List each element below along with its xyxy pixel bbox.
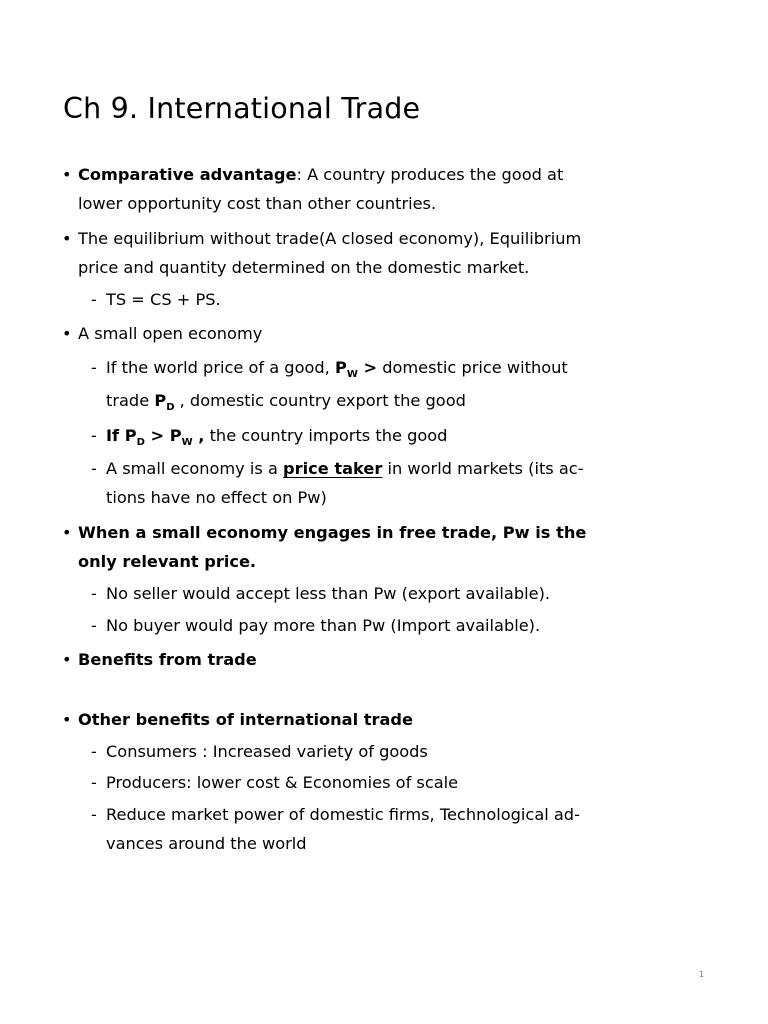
page-title: Ch 9. International Trade: [63, 92, 421, 125]
producers-line: Producers: lower cost & Economies of scale: [106, 773, 459, 792]
bullet-marker: •: [62, 229, 72, 248]
domestic-subscript: D: [166, 402, 175, 413]
closed-economy-line-2: price and quantity determined on the domestic market.: [78, 258, 530, 277]
dash-marker: -: [91, 584, 97, 603]
world-subscript: W: [346, 369, 358, 380]
bullet-marker: •: [62, 165, 72, 184]
world-subscript: W: [181, 437, 193, 448]
dash-marker: -: [91, 358, 97, 377]
free-trade-line-2: only relevant price.: [78, 552, 257, 571]
bullet-marker: •: [62, 650, 72, 669]
dash-marker: -: [91, 459, 97, 478]
consumers-line: Consumers : Increased variety of goods: [106, 742, 428, 761]
price-taker-line-2: tions have no effect on Pw): [106, 488, 327, 507]
price-symbol: P: [124, 426, 137, 445]
dash-marker: -: [91, 773, 97, 792]
if-text: If: [106, 426, 125, 445]
bullet-marker: •: [62, 523, 72, 542]
free-trade-line-1: When a small economy engages in free trade, Pw is the: [78, 523, 587, 542]
market-power-line-2: vances around the world: [106, 834, 307, 853]
bullet-marker: •: [62, 324, 72, 343]
price-symbol: P: [154, 391, 167, 410]
seller-line: No seller would accept less than Pw (export available).: [106, 584, 551, 603]
buyer-line: No buyer would pay more than Pw (Import available).: [106, 616, 541, 635]
dash-marker: -: [91, 426, 97, 445]
dash-marker: -: [91, 290, 97, 309]
trade-text: trade: [106, 391, 155, 410]
bullet-marker: •: [62, 710, 72, 729]
small-open-economy-heading: A small open economy: [78, 324, 263, 343]
benefits-heading: Benefits from trade: [78, 650, 257, 669]
comma: ,: [192, 426, 205, 445]
dash-marker: -: [91, 742, 97, 761]
price-taker-text: in world markets (its ac-: [382, 459, 584, 478]
world-price-text-end: domestic price without: [377, 358, 568, 377]
comparative-advantage-definition: : A country produces the good at: [296, 165, 564, 184]
greater-than-symbol: >: [357, 358, 378, 377]
comparative-advantage-term: Comparative advantage: [78, 165, 297, 184]
total-surplus-formula: TS = CS + PS.: [106, 290, 221, 309]
dash-marker: -: [91, 805, 97, 824]
price-symbol: P: [169, 426, 182, 445]
closed-economy-line-1: The equilibrium without trade(A closed economy), Equilibrium: [78, 229, 582, 248]
import-condition-line: [106, 425, 447, 454]
page-number: 1: [699, 970, 705, 979]
comparative-advantage-line-2: lower opportunity cost than other countries.: [78, 194, 437, 213]
comparative-advantage-line: [78, 164, 563, 186]
greater-than-symbol: >: [144, 426, 170, 445]
world-price-text: If the world price of a good,: [106, 358, 335, 377]
price-taker-intro: A small economy is a: [106, 459, 284, 478]
world-price-line-2: [106, 390, 466, 419]
import-text: the country imports the good: [204, 426, 448, 445]
price-taker-term: price taker: [283, 459, 383, 478]
export-text: , domestic country export the good: [174, 391, 466, 410]
other-benefits-heading: Other benefits of international trade: [78, 710, 413, 729]
market-power-line-1: Reduce market power of domestic firms, Technological ad-: [106, 805, 580, 824]
price-taker-line-1: [106, 458, 584, 480]
world-price-line-1: [106, 357, 568, 386]
price-symbol: P: [334, 358, 347, 377]
dash-marker: -: [91, 616, 97, 635]
domestic-subscript: D: [136, 437, 145, 448]
